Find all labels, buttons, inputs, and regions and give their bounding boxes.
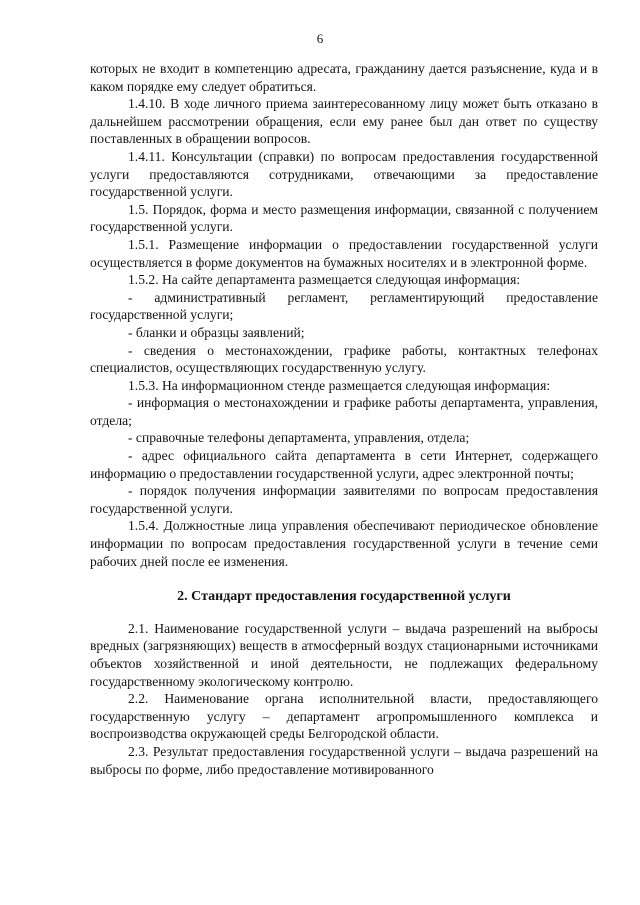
list-item: - сведения о местонахождении, графике работы, контактных телефонах специалистов, осуществляющих государственную услугу. [90, 342, 598, 376]
document-body [90, 60, 598, 778]
paragraph: которых не входит в компетенцию адресата, гражданину дается разъяснение, куда и в каком порядке ему следует обратиться. [90, 61, 598, 94]
paragraph: 1.5.3. На информационном стенде размещается следующая информация: [128, 377, 551, 393]
list-item: - порядок получения информации заявителями по вопросам предоставления государственной услуги. [90, 483, 598, 516]
paragraph: 1.5.2. На сайте департамента размещается следующая информация: [128, 272, 521, 288]
paragraph: 1.4.11. Консультации (справки) по вопросам предоставления государственной услуги предоставляются сотрудниками, отвечающими за предоставление государственной услуги. [90, 148, 598, 200]
paragraph: 2.3. Результат предоставления государственной услуги – выдача разрешений на выбросы по форме, либо предоставление мотивированного [90, 743, 598, 777]
page-number: 6 [316, 31, 324, 46]
list-item: - адрес официального сайта департамента в сети Интернет, содержащего информацию о предоставлении государственной услуги, адрес электронной почты; [90, 448, 598, 481]
paragraph: 1.5.4. Должностные лица управления обеспечивают периодическое обновление информации по вопросам предоставления государственной услуги в течение семи рабочих дней после ее изменения. [90, 518, 598, 569]
paragraph: 2.1. Наименование государственной услуги – выдача разрешений на выбросы вредных (загрязняющих) веществ в атмосферный воздух стационарными источниками объектов хозяйственной и иной деятельности, не подлежащих федеральному государственному экологическому контролю. [90, 620, 598, 689]
paragraph: 1.4.10. В ходе личного приема заинтересованному лицу может быть отказано в дальнейшем рассмотрении обращения, если ему ранее был дан ответ по существу поставленных в обращении вопросов. [90, 96, 598, 147]
list-item: - административный регламент, регламентирующий предоставление государственной услуги; [90, 289, 598, 323]
section-heading: 2. Стандарт предоставления государственной услуги [177, 589, 511, 605]
list-item: - информация о местонахождении и графике работы департамента, управления, отдела; [90, 395, 598, 428]
paragraph: 2.2. Наименование органа исполнительной власти, предоставляющего государственную услугу – департамент агропромышленного комплекса и воспроизводства окружающей среды Белгородской области. [90, 691, 598, 742]
list-item: - бланки и образцы заявлений; [128, 324, 305, 340]
paragraph: 1.5. Порядок, форма и место размещения информации, связанной с получением государственной услуги. [90, 201, 598, 235]
list-item: - справочные телефоны департамента, управления, отдела; [128, 430, 470, 446]
paragraph: 1.5.1. Размещение информации о предоставлении государственной услуги осуществляется в форме документов на бумажных носителях и в электронной форме. [90, 236, 598, 270]
